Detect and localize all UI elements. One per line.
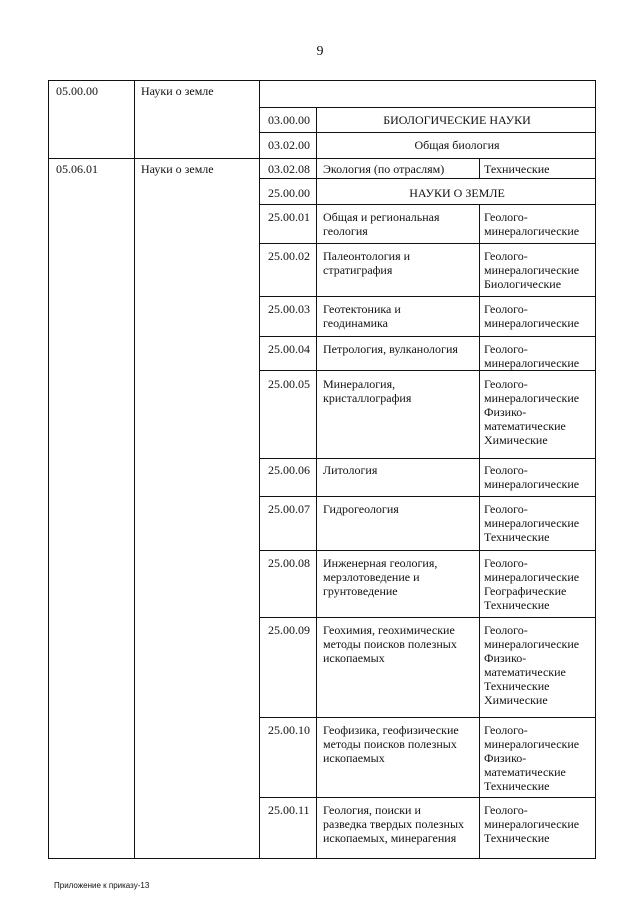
row-25-00-07-name: Гидрогеология — [323, 502, 399, 516]
row-03-00-00-header: БИОЛОГИЧЕСКИЕ НАУКИ — [383, 113, 531, 127]
row-25-00-08-code: 25.00.08 — [268, 556, 310, 570]
row-25-00-04-degrees: Геолого- минералогические — [484, 342, 580, 370]
row-25-00-09-code: 25.00.09 — [268, 623, 310, 637]
row-25-00-09-degrees: Геолого- минералогические Физико- математические Технические Химические — [484, 623, 580, 707]
col-line-3 — [316, 107, 317, 858]
row-25-00-02-degrees: Геолого- минералогические Биологические — [484, 249, 580, 291]
row-03-00-00-code: 03.00.00 — [268, 113, 310, 127]
row-25-00-03-degrees: Геолого- минералогические — [484, 302, 580, 330]
row-25-00-00-code: 25.00.00 — [268, 186, 310, 200]
row-25-00-06-code: 25.00.06 — [268, 463, 310, 477]
row-25-00-01-name: Общая и региональная геология — [323, 210, 440, 238]
row-25-00-01-degrees: Геолого- минералогические — [484, 210, 580, 238]
group-name-1: Науки о земле — [141, 84, 214, 98]
row-25-00-11-degrees: Геолого- минералогические Технические — [484, 803, 580, 845]
col-line-2 — [259, 80, 260, 858]
group-code-1: 05.00.00 — [56, 84, 98, 98]
row-25-00-10-degrees: Геолого- минералогические Физико- математические Технические — [484, 723, 580, 793]
col-line-1 — [134, 80, 135, 858]
row-25-00-04-name: Петрология, вулканология — [323, 342, 458, 356]
row-25-00-02-name: Палеонтология и стратиграфия — [323, 249, 411, 277]
row-25-00-07-code: 25.00.07 — [268, 502, 310, 516]
page-number: 9 — [316, 44, 324, 59]
row-03-02-00-code: 03.02.00 — [268, 138, 310, 152]
col-line-5 — [479, 204, 480, 858]
row-03-02-08-degrees: Технические — [484, 162, 550, 176]
row-25-00-03-code: 25.00.03 — [268, 302, 310, 316]
footer-note: Приложение к приказу-13 — [54, 881, 150, 890]
col-line-4 — [479, 158, 480, 178]
row-25-00-05-code: 25.00.05 — [268, 377, 310, 391]
row-25-00-06-degrees: Геолого- минералогические — [484, 463, 580, 491]
row-25-00-01-code: 25.00.01 — [268, 210, 310, 224]
row-25-00-00-header: НАУКИ О ЗЕМЛЕ — [409, 186, 505, 200]
row-25-00-08-degrees: Геолого- минералогические Географические Технические — [484, 556, 580, 612]
row-25-00-07-degrees: Геолого- минералогические Технические — [484, 502, 580, 544]
row-25-00-02-code: 25.00.02 — [268, 249, 310, 263]
row-25-00-10-code: 25.00.10 — [268, 723, 310, 737]
row-25-00-09-name: Геохимия, геохимические методы поисков полезных ископаемых — [323, 623, 457, 665]
row-25-00-03-name: Геотектоника и геодинамика — [323, 302, 401, 330]
row-25-00-10-name: Геофизика, геофизические методы поисков полезных ископаемых — [323, 723, 459, 765]
row-03-02-08-code: 03.02.08 — [268, 162, 310, 176]
row-25-00-05-degrees: Геолого- минералогические Физико- математические Химические — [484, 377, 580, 447]
row-25-00-08-name: Инженерная геология, мерзлотоведение и грунтоведение — [323, 556, 438, 598]
row-25-00-06-name: Литология — [323, 463, 378, 477]
row-03-02-08-name: Экология (по отраслям) — [323, 162, 445, 176]
row-25-00-05-name: Минералогия, кристаллография — [323, 377, 412, 405]
row-25-00-11-name: Геология, поиски и разведка твердых полезных ископаемых, минерагения — [323, 803, 465, 845]
group-code-2: 05.06.01 — [56, 162, 98, 176]
row-25-00-11-code: 25.00.11 — [268, 803, 310, 817]
row-03-02-00-header: Общая биология — [414, 138, 500, 152]
group-name-2: Науки о земле — [141, 162, 214, 176]
row-25-00-04-code: 25.00.04 — [268, 342, 310, 356]
